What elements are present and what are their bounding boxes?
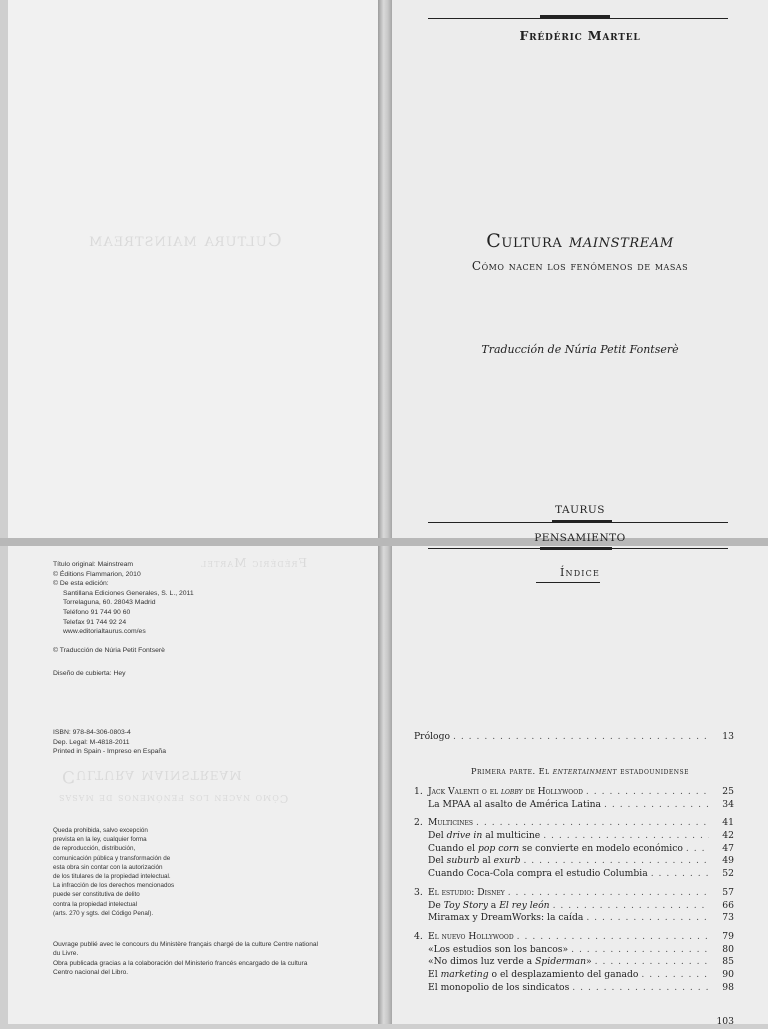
toc-entry-label: Del drive in al multicine — [428, 830, 541, 842]
credit-line: Santillana Ediciones Generales, S. L., 2011 — [63, 589, 194, 597]
toc-entry — [414, 843, 734, 856]
support-line: Centro nacional del Libro. — [53, 969, 129, 977]
legal-line: de reproducción, distribución, — [53, 845, 136, 853]
toc-entry-page: 49 — [722, 855, 734, 867]
toc-chapter — [414, 817, 734, 880]
show-through-author: Frédéric Martel — [200, 556, 307, 570]
book-title — [392, 230, 768, 252]
credit-line: © De esta edición: — [53, 580, 109, 588]
toc-chapter — [414, 786, 734, 811]
book-title-main: Cultura — [486, 230, 563, 252]
author-name: Frédéric Martel — [519, 28, 641, 43]
toc-chapter-list — [414, 786, 734, 994]
toc-entry — [414, 830, 734, 843]
show-through-title-mirror: Cultura mainstream — [62, 766, 243, 786]
toc-chapter — [414, 887, 734, 925]
credit-line: Título original: Mainstream — [53, 561, 134, 568]
legal-line: contra la propiedad intelectual — [53, 900, 138, 908]
book-gutter — [378, 0, 392, 1024]
toc-entry-label: «No dimos luz verde a Spiderman» — [428, 956, 592, 968]
translation-credit: Traducción de Núria Petit Fontserè — [481, 343, 679, 356]
toc-entry-page: 73 — [722, 912, 734, 924]
credit-line: © Éditions Flammarion, 2010 — [53, 570, 141, 578]
toc-entry — [414, 956, 734, 969]
toc-entry-number: 2. — [414, 817, 423, 829]
publication-support-notice — [53, 940, 353, 978]
collection-rule-accent — [540, 547, 612, 550]
toc-entry-label: El nuevo Hollywood — [428, 930, 514, 942]
toc-entry-label: El marketing o el desplazamiento del ganado — [428, 968, 639, 980]
toc-entry-page: 41 — [722, 817, 734, 829]
toc-entry-page: 85 — [722, 956, 734, 968]
toc-entry-page: 66 — [722, 899, 734, 911]
toc-entry-page: 25 — [722, 786, 734, 797]
top-rule-accent — [540, 15, 610, 18]
toc-entry-label: Miramax y DreamWorks: la caída — [428, 912, 584, 924]
toc-entry — [414, 799, 734, 812]
toc-entry-page: 52 — [722, 868, 734, 880]
collection-name: PENSAMIENTO — [534, 532, 626, 544]
copyright-block — [53, 560, 194, 637]
support-line: Ouvrage publié avec le concours du Ministère français chargé de la culture Centre national — [53, 941, 318, 948]
legal-line: (arts. 270 y sgts. del Código Penal). — [53, 909, 154, 917]
support-line: du Livre. — [53, 950, 79, 958]
toc-entry-page: 79 — [722, 930, 734, 942]
book-title-italic: mainstream — [568, 230, 674, 252]
legal-line: de los titulares de la propiedad intelectual. — [53, 873, 171, 881]
toc-entry-page: 47 — [722, 842, 734, 854]
isbn-block — [53, 728, 166, 757]
toc-entry — [414, 786, 734, 799]
publisher-name: TAURUS — [555, 504, 605, 516]
legal-notice — [53, 826, 213, 918]
toc-entry-label: Del suburb al exurb — [428, 855, 521, 867]
toc-entry-number: 4. — [414, 930, 423, 942]
legal-line: prevista en la ley, cualquier forma — [53, 836, 147, 844]
toc-entry — [414, 855, 734, 868]
legal-deposit: Dep. Legal: M-4818-2011 — [53, 738, 130, 746]
toc-entry-label: La MPAA al asalto de América Latina — [428, 798, 602, 810]
printed-in: Printed in Spain - Impreso en España — [53, 748, 166, 756]
credit-line: Telefax 91 744 92 24 — [63, 618, 127, 626]
toc-entry-number: 3. — [414, 886, 423, 898]
toc-entry-label: De Toy Story a El rey león — [428, 899, 550, 911]
toc-entry-page: 42 — [722, 830, 734, 842]
credit-line: Torrelaguna, 60. 28043 Madrid — [63, 599, 156, 607]
top-rule — [428, 18, 728, 19]
bottom-rule-accent — [552, 520, 612, 523]
show-through-subtitle-mirror: Cómo nacen los fenómenos de masas — [58, 792, 289, 805]
toc-entry — [414, 868, 734, 881]
legal-line: La infracción de los derechos mencionados — [53, 882, 175, 890]
toc-entry-label: Multicines — [428, 817, 474, 829]
toc-entry-label: Cuando Coca-Cola compra el estudio Columbia — [428, 868, 648, 880]
toc-entry-label: Jack Valenti o el lobby de Hollywood — [428, 786, 583, 797]
toc-next — [414, 1016, 734, 1029]
toc-entry-label: Cuando el pop corn se convierte en modelo económico — [428, 842, 683, 854]
toc-entry-number: 1. — [414, 786, 423, 797]
toc-entry — [414, 969, 734, 982]
toc-chapter — [414, 931, 734, 994]
toc-heading-rule — [536, 582, 600, 583]
page-top-left — [8, 0, 378, 538]
cover-credit: Diseño de cubierta: Hey — [53, 670, 126, 677]
book-subtitle: Cómo nacen los fenómenos de masas — [471, 259, 689, 273]
legal-line: puede ser constitutiva de delito — [53, 891, 140, 899]
toc-entry — [414, 912, 734, 925]
toc-entry-label: Prólogo — [414, 731, 450, 742]
legal-line: esta obra sin contar con la autorización — [53, 863, 163, 871]
toc-entry-page: 98 — [722, 981, 734, 993]
toc-prologue — [414, 731, 734, 744]
toc-entry-page: 103 — [716, 1016, 734, 1027]
toc-part-title: Primera parte. El entertainment estadounidense — [470, 766, 690, 776]
toc-entry-page: 80 — [722, 943, 734, 955]
toc-entry — [414, 887, 734, 900]
legal-line: Queda prohibida, salvo excepción — [53, 827, 148, 834]
toc-entry-page: 13 — [722, 731, 734, 742]
isbn: ISBN: 978-84-306-0803-4 — [53, 729, 131, 736]
toc-heading: Índice — [559, 566, 601, 579]
credit-line: Teléfono 91 744 90 60 — [63, 608, 131, 616]
toc-entry — [414, 944, 734, 957]
toc-entry — [414, 982, 734, 995]
toc-entry — [414, 931, 734, 944]
toc-entry — [414, 817, 734, 830]
toc-entry — [414, 731, 734, 744]
show-through-title: Cultura mainstream — [88, 230, 282, 251]
legal-line: comunicación pública y transformación de — [53, 854, 171, 862]
toc-entry — [414, 900, 734, 913]
toc-entry-page: 34 — [722, 798, 734, 810]
support-line: Obra publicada gracias a la colaboración del Ministerio francés encargado de la cultura — [53, 959, 308, 967]
toc-entry-label: El monopolio de los sindicatos — [428, 981, 570, 993]
translation-copyright: © Traducción de Núria Petit Fontserè — [53, 647, 165, 654]
toc-entry-label: «Los estudios son los bancos» — [428, 943, 569, 955]
credit-line: www.editorialtaurus.com/es — [63, 628, 146, 636]
toc-entry-label: El estudio: Disney — [428, 886, 505, 898]
toc-entry-page: 90 — [722, 968, 734, 980]
toc-entry-page: 57 — [722, 886, 734, 898]
